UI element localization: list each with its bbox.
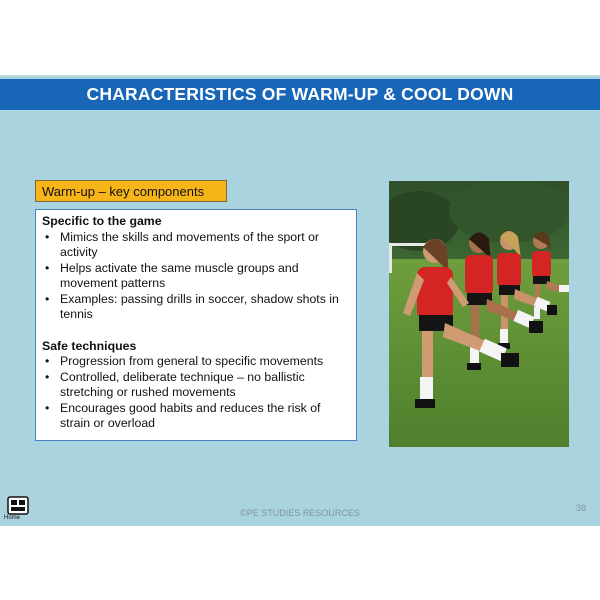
soccer-players-photo xyxy=(389,181,569,447)
list-item: • Controlled, deliberate technique – no ballistic stretching or rushed movements xyxy=(42,370,348,401)
list-item: • Mimics the skills and movements of the sport or activity xyxy=(42,230,348,261)
bullet-list-safe xyxy=(42,354,348,432)
list-item: • Examples: passing drills in soccer, shadow shots in tennis xyxy=(42,292,348,323)
list-item: • Progression from general to specific movements xyxy=(42,354,348,370)
bullet-list-specific xyxy=(42,230,348,323)
key-components-label: Warm-up – key components xyxy=(35,180,227,202)
section-heading-safe: Safe techniques xyxy=(42,338,137,353)
section-heading-specific: Specific to the game xyxy=(42,214,162,228)
copyright-credit: ©PE STUDIES RESOURCES xyxy=(240,508,360,518)
list-item: • Helps activate the same muscle groups and movement patterns xyxy=(42,261,348,292)
slide-title: CHARACTERISTICS OF WARM-UP & COOL DOWN xyxy=(0,79,600,110)
slide xyxy=(0,75,600,526)
page-number: 38 xyxy=(575,503,586,513)
content-box xyxy=(35,209,357,441)
list-item: • Encourages good habits and reduces the risk of strain or overload xyxy=(42,401,348,432)
home-label: Home xyxy=(4,515,21,521)
